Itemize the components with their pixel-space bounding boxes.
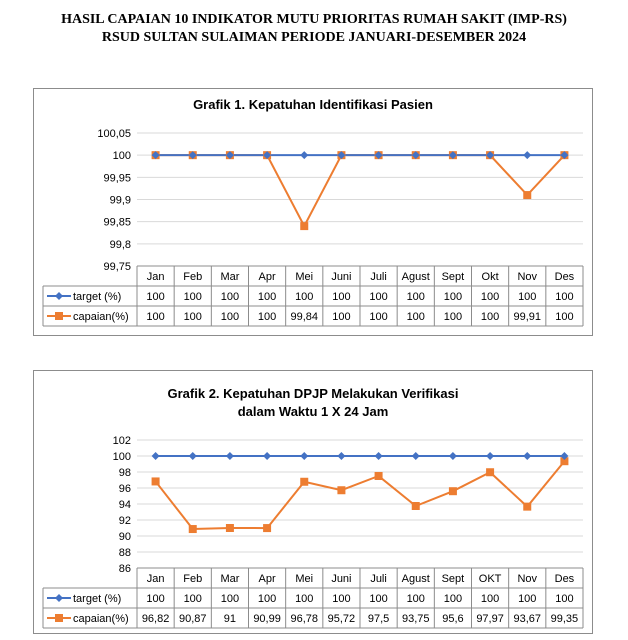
data-label-1: 100 <box>220 291 240 303</box>
data-point-1 <box>189 452 197 460</box>
x-tick-label: Mei <box>295 271 314 283</box>
data-point-2 <box>152 477 160 485</box>
data-label-1: 100 <box>146 593 165 605</box>
x-tick-label: Jan <box>146 271 165 283</box>
data-point-1 <box>300 452 308 460</box>
chart-2-svg <box>34 371 592 633</box>
x-tick-label: Agust <box>401 271 430 283</box>
data-point-2 <box>189 525 197 533</box>
y-tick-label: 100 <box>112 150 131 163</box>
y-tick-label: 99,95 <box>103 172 131 185</box>
y-tick-label: 99,75 <box>103 261 131 273</box>
data-point-2 <box>486 468 494 476</box>
data-label-2: 99,91 <box>513 311 542 323</box>
data-point-2 <box>226 524 234 532</box>
x-tick-label: Feb <box>183 271 203 283</box>
chart-2-container <box>33 370 593 634</box>
legend-label-1: target (%) <box>73 291 122 303</box>
data-label-2: 97,5 <box>367 613 390 625</box>
data-label-1: 100 <box>146 291 165 303</box>
x-tick-label: Nov <box>517 573 538 585</box>
data-point-1 <box>226 452 234 460</box>
data-label-1: 100 <box>518 593 537 605</box>
x-tick-label: Apr <box>258 271 276 283</box>
data-point-1 <box>449 452 457 460</box>
legend-marker-2 <box>55 614 63 622</box>
data-label-2: 90,99 <box>253 613 281 625</box>
legend-marker-2 <box>55 312 63 320</box>
data-label-1: 100 <box>295 593 314 605</box>
data-label-1: 100 <box>443 593 463 605</box>
x-tick-label: Mar <box>220 271 240 283</box>
y-tick-label: 99,8 <box>109 238 131 251</box>
legend-label-2: capaian(%) <box>73 613 129 625</box>
data-label-1: 100 <box>369 593 388 605</box>
data-point-2 <box>449 487 457 495</box>
data-label-2: 93,75 <box>401 613 430 625</box>
series-line-2 <box>156 461 565 529</box>
x-tick-label: Sept <box>441 271 465 283</box>
data-label-1: 100 <box>443 291 463 303</box>
data-label-1: 100 <box>406 593 425 605</box>
data-point-1 <box>523 452 531 460</box>
y-tick-label: 88 <box>118 547 131 559</box>
data-label-1: 100 <box>480 593 500 605</box>
y-tick-label: 96 <box>118 483 131 495</box>
data-label-1: 100 <box>257 593 277 605</box>
data-label-1: 100 <box>555 291 574 303</box>
chart-1-container <box>33 88 593 336</box>
data-label-2: 100 <box>406 311 425 323</box>
data-label-1: 100 <box>332 291 351 303</box>
data-label-2: 95,6 <box>442 613 464 625</box>
data-label-1: 100 <box>332 593 351 605</box>
x-tick-label: Mei <box>295 573 314 585</box>
data-point-1 <box>337 452 345 460</box>
data-label-2: 100 <box>443 311 463 323</box>
data-point-2 <box>337 486 345 494</box>
x-tick-label: Mar <box>220 573 240 585</box>
data-label-2: 96,82 <box>141 613 170 625</box>
data-point-1 <box>375 452 383 460</box>
data-point-2 <box>412 502 420 510</box>
legend-label-1: target (%) <box>73 593 122 605</box>
data-label-2: 100 <box>480 311 500 323</box>
data-label-1: 100 <box>220 593 240 605</box>
y-tick-label: 100,05 <box>97 128 131 140</box>
x-tick-label: Jan <box>146 573 165 585</box>
y-tick-label: 100 <box>112 451 131 463</box>
x-tick-label: Des <box>554 573 575 585</box>
data-label-2: 100 <box>555 311 574 323</box>
data-label-2: 99,35 <box>550 613 579 625</box>
y-tick-label: 92 <box>118 515 131 527</box>
data-label-2: 100 <box>332 311 351 323</box>
x-tick-label: Apr <box>258 573 276 585</box>
data-point-1 <box>152 452 160 460</box>
y-tick-label: 98 <box>118 467 131 479</box>
data-point-2 <box>300 478 308 486</box>
x-tick-label: Feb <box>183 573 203 585</box>
chart-1-svg <box>34 89 592 335</box>
data-point-1 <box>300 151 308 159</box>
legend-marker-1 <box>55 594 63 602</box>
data-point-2 <box>375 472 383 480</box>
y-tick-label: 86 <box>118 563 131 575</box>
x-tick-label: Juli <box>370 271 387 283</box>
x-tick-label: Juni <box>331 271 352 283</box>
data-label-2: 95,72 <box>327 613 356 625</box>
x-tick-label: Juli <box>370 573 387 585</box>
data-point-1 <box>263 452 271 460</box>
data-point-2 <box>300 222 308 230</box>
data-label-2: 91 <box>223 613 237 625</box>
data-label-2: 90,87 <box>178 613 207 625</box>
data-label-2: 93,67 <box>513 613 542 625</box>
data-label-2: 100 <box>220 311 240 323</box>
x-tick-label: Des <box>554 271 575 283</box>
data-label-2: 100 <box>369 311 388 323</box>
legend-marker-1 <box>55 292 63 300</box>
x-tick-label: Sept <box>441 573 465 585</box>
legend-label-2: capaian(%) <box>73 311 129 323</box>
y-tick-label: 102 <box>112 435 131 447</box>
data-label-2: 100 <box>183 311 202 323</box>
data-label-2: 99,84 <box>290 311 319 323</box>
x-tick-label: OKT <box>478 573 502 585</box>
data-label-1: 100 <box>369 291 388 303</box>
data-point-1 <box>412 452 420 460</box>
data-label-2: 100 <box>146 311 165 323</box>
data-label-1: 100 <box>295 291 314 303</box>
data-label-2: 97,97 <box>476 613 504 625</box>
data-point-1 <box>486 452 494 460</box>
data-point-2 <box>523 191 531 199</box>
data-label-1: 100 <box>480 291 500 303</box>
data-label-1: 100 <box>257 291 277 303</box>
data-label-2: 96,78 <box>290 613 319 625</box>
x-tick-label: Agust <box>401 573 430 585</box>
x-tick-label: Okt <box>481 271 499 283</box>
x-tick-label: Juni <box>331 573 352 585</box>
chart-title: Grafik 2. Kepatuhan DPJP Melakukan Verifikasi <box>167 386 459 401</box>
data-point-2 <box>263 524 271 532</box>
data-point-2 <box>523 503 531 511</box>
chart-title: Grafik 1. Kepatuhan Identifikasi Pasien <box>193 97 433 112</box>
document-title-line-1: HASIL CAPAIAN 10 INDIKATOR MUTU PRIORITAS RUMAH SAKIT (IMP-RS) <box>61 12 567 27</box>
series-line-2 <box>156 155 565 226</box>
y-tick-label: 99,9 <box>109 194 131 207</box>
data-label-1: 100 <box>406 291 425 303</box>
data-label-1: 100 <box>518 291 537 303</box>
document-title-line-2: RSUD SULTAN SULAIMAN PERIODE JANUARI-DESEMBER 2024 <box>101 30 527 45</box>
data-point-1 <box>523 151 531 159</box>
chart-title: dalam Waktu 1 X 24 Jam <box>237 404 389 419</box>
data-label-1: 100 <box>555 593 574 605</box>
y-tick-label: 99,85 <box>103 216 131 229</box>
data-label-1: 100 <box>183 593 202 605</box>
y-tick-label: 94 <box>118 499 131 511</box>
data-label-2: 100 <box>257 311 277 323</box>
y-tick-label: 90 <box>118 531 131 543</box>
data-label-1: 100 <box>183 291 202 303</box>
x-tick-label: Nov <box>517 271 538 283</box>
